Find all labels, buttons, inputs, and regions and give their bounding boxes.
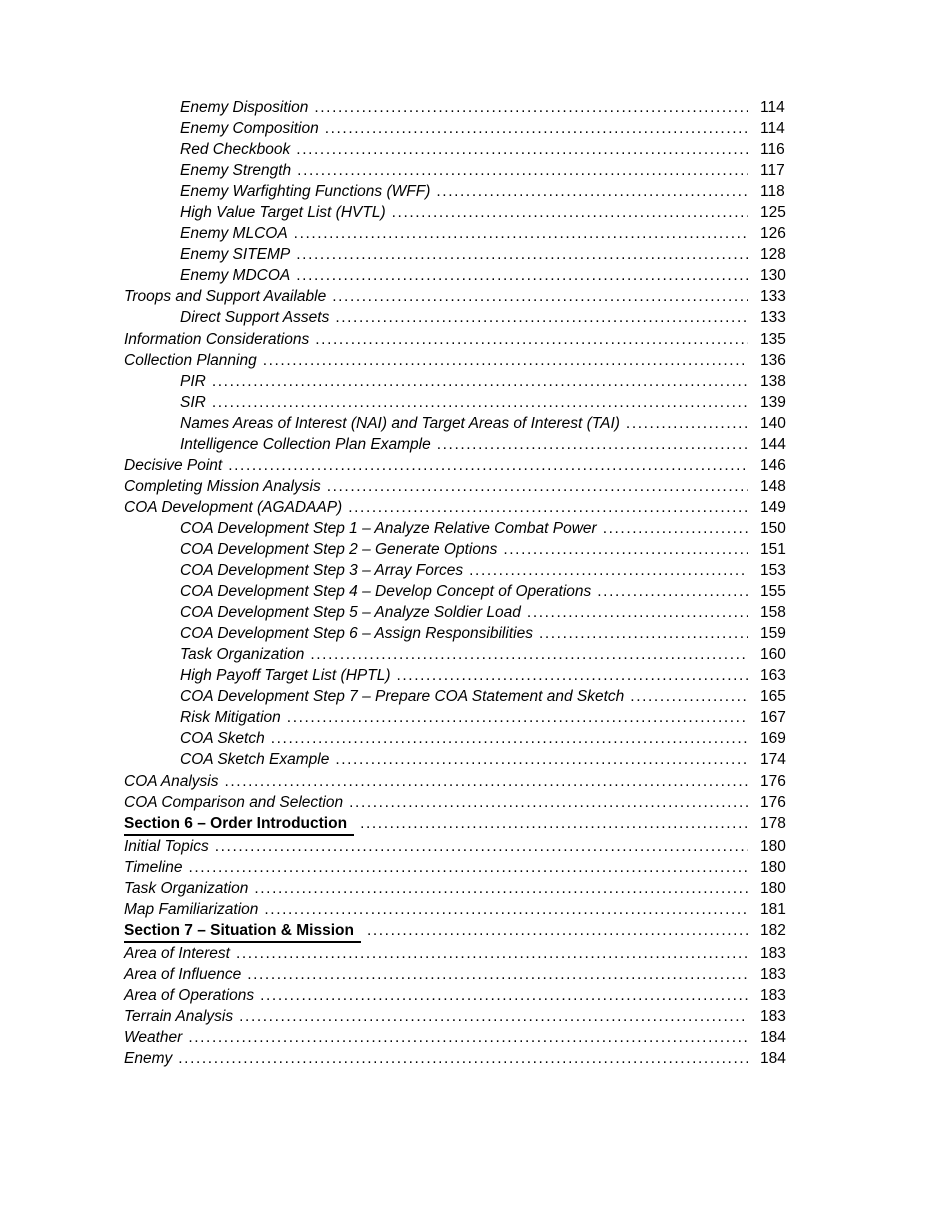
toc-entry-title: COA Development Step 6 – Assign Responsibilities: [180, 625, 533, 643]
toc-entry-page-number: 133: [760, 288, 786, 306]
toc-entry-title: Timeline: [124, 858, 183, 876]
toc-entry-page-number: 114: [760, 120, 785, 138]
toc-entry: [124, 985, 790, 1006]
toc-entry-title: Direct Support Assets: [180, 309, 330, 327]
toc-entry-page-number: 140: [760, 414, 786, 432]
toc-entry: [124, 118, 790, 139]
toc-entry-title: Completing Mission Analysis: [124, 477, 321, 495]
toc-entry-page-number: 133: [760, 309, 786, 327]
toc-entry-page-number: 136: [760, 351, 786, 369]
toc-entry-page-number: 130: [760, 267, 786, 285]
toc-entry: [124, 792, 790, 813]
table-of-contents: [124, 97, 790, 1069]
dot-leader: [539, 623, 748, 644]
dot-leader: [626, 413, 748, 434]
toc-entry-title: Risk Mitigation: [180, 709, 281, 727]
dot-leader: [349, 792, 748, 813]
toc-entry: [124, 728, 790, 749]
dot-leader: [224, 771, 748, 792]
toc-entry-title: Task Organization: [124, 879, 249, 897]
dot-leader: [527, 602, 748, 623]
toc-entry: [124, 920, 790, 943]
dot-leader: [254, 878, 748, 899]
dot-leader: [263, 350, 748, 371]
toc-entry: [124, 476, 790, 497]
toc-entry-page-number: 174: [760, 751, 786, 769]
toc-entry-page-number: 125: [760, 204, 786, 222]
toc-entry-title: Names Areas of Interest (NAI) and Target Areas of Interest (TAI): [180, 414, 620, 432]
toc-entry-title: Enemy SITEMP: [180, 246, 291, 264]
toc-entry-page-number: 176: [760, 772, 786, 790]
toc-entry: [124, 943, 790, 964]
toc-entry-title: Enemy Composition: [180, 120, 319, 138]
toc-entry-page-number: 178: [760, 814, 786, 832]
toc-entry: [124, 878, 790, 899]
toc-entry: [124, 813, 790, 836]
toc-entry-page-number: 180: [760, 879, 786, 897]
dot-leader: [603, 518, 748, 539]
toc-entry: [124, 265, 790, 286]
toc-entry: [124, 1006, 790, 1027]
toc-entry-title: Weather: [124, 1029, 183, 1047]
toc-entry-title: Information Considerations: [124, 330, 310, 348]
toc-entry: [124, 836, 790, 857]
toc-entry-title: Area of Influence: [124, 965, 242, 983]
dot-leader: [327, 476, 748, 497]
dot-leader: [314, 97, 748, 118]
dot-leader: [437, 434, 748, 455]
toc-entry-page-number: 180: [760, 858, 786, 876]
dot-leader: [315, 329, 748, 350]
toc-entry-title: Enemy MDCOA: [180, 267, 291, 285]
toc-entry: [124, 286, 790, 307]
toc-entry-title: High Payoff Target List (HPTL): [180, 667, 391, 685]
toc-entry-title: Enemy MLCOA: [180, 225, 288, 243]
dot-leader: [310, 644, 748, 665]
toc-entry-page-number: 181: [760, 900, 786, 918]
dot-leader: [503, 539, 748, 560]
toc-entry-page-number: 150: [760, 519, 786, 537]
toc-entry: [124, 1027, 790, 1048]
toc-entry-page-number: 114: [760, 99, 785, 116]
toc-entry-page-number: 160: [760, 646, 786, 664]
toc-entry-title: COA Development Step 5 – Analyze Soldier Load: [180, 604, 521, 622]
toc-entry-title: Intelligence Collection Plan Example: [180, 435, 431, 453]
dot-leader: [271, 728, 748, 749]
toc-entry-title: COA Sketch Example: [180, 751, 330, 769]
toc-entry-page-number: 138: [760, 372, 786, 390]
toc-entry-page-number: 183: [760, 944, 786, 962]
toc-entry: [124, 899, 790, 920]
toc-entry-title: PIR: [180, 372, 206, 390]
toc-entry-title: COA Development Step 4 – Develop Concept of Operations: [180, 583, 592, 601]
dot-leader: [469, 560, 748, 581]
dot-leader: [260, 985, 748, 1006]
toc-entry: [124, 434, 790, 455]
toc-entry-page-number: 149: [760, 498, 786, 516]
dot-leader: [264, 899, 748, 920]
toc-entry-page-number: 167: [760, 709, 786, 727]
toc-entry: [124, 413, 790, 434]
dot-leader: [296, 244, 748, 265]
toc-entry-page-number: 183: [760, 986, 786, 1004]
toc-entry: [124, 371, 790, 392]
dot-leader: [630, 686, 748, 707]
toc-entry: [124, 350, 790, 371]
toc-entry-title: COA Analysis: [124, 772, 219, 790]
dot-leader: [212, 371, 748, 392]
toc-entry: [124, 560, 790, 581]
dot-leader: [188, 857, 748, 878]
dot-leader: [360, 813, 748, 834]
toc-entry-page-number: 146: [760, 456, 786, 474]
toc-entry: [124, 307, 790, 328]
dot-leader: [287, 707, 748, 728]
toc-entry: [124, 539, 790, 560]
toc-entry-title: Area of Operations: [124, 986, 255, 1004]
toc-entry: [124, 202, 790, 223]
toc-entry: [124, 771, 790, 792]
toc-entry: [124, 749, 790, 770]
toc-entry: [124, 1048, 790, 1069]
toc-entry: [124, 581, 790, 602]
toc-entry-title: Section 6 – Order Introduction: [124, 813, 354, 836]
toc-entry: [124, 244, 790, 265]
dot-leader: [392, 202, 748, 223]
toc-entry-page-number: 176: [760, 793, 786, 811]
toc-entry-page-number: 183: [760, 965, 786, 983]
toc-entry-title: COA Development Step 2 – Generate Options: [180, 540, 498, 558]
dot-leader: [367, 920, 748, 941]
dot-leader: [436, 181, 748, 202]
dot-leader: [297, 160, 748, 181]
toc-entry: [124, 329, 790, 350]
toc-entry-page-number: 135: [760, 330, 786, 348]
toc-entry: [124, 518, 790, 539]
toc-entry: [124, 644, 790, 665]
toc-entry: [124, 97, 790, 118]
toc-entry: [124, 623, 790, 644]
toc-entry-page-number: 183: [760, 1008, 786, 1026]
toc-entry-page-number: 118: [760, 183, 785, 201]
toc-entry-title: Collection Planning: [124, 351, 257, 369]
dot-leader: [178, 1048, 748, 1069]
dot-leader: [236, 943, 748, 964]
toc-entry-title: Area of Interest: [124, 944, 230, 962]
toc-entry-title: COA Comparison and Selection: [124, 793, 344, 811]
dot-leader: [296, 265, 748, 286]
toc-entry: [124, 160, 790, 181]
dot-leader: [294, 223, 748, 244]
toc-entry-title: COA Development Step 7 – Prepare COA Statement and Sketch: [180, 688, 625, 706]
toc-entry-title: High Value Target List (HVTL): [180, 204, 386, 222]
dot-leader: [335, 749, 748, 770]
toc-entry-page-number: 148: [760, 477, 786, 495]
toc-entry-page-number: 163: [760, 667, 786, 685]
toc-entry-title: Task Organization: [180, 646, 305, 664]
toc-entry-title: Enemy Disposition: [180, 99, 309, 116]
toc-entry-title: Red Checkbook: [180, 141, 291, 159]
dot-leader: [335, 307, 748, 328]
toc-entry-page-number: 153: [760, 562, 786, 580]
dot-leader: [396, 665, 748, 686]
dot-leader: [239, 1006, 748, 1027]
toc-entry-title: COA Development Step 1 – Analyze Relative Combat Power: [180, 519, 597, 537]
toc-entry-title: SIR: [180, 393, 206, 411]
toc-entry-page-number: 128: [760, 246, 786, 264]
toc-entry-page-number: 144: [760, 435, 786, 453]
toc-entry: [124, 181, 790, 202]
toc-entry: [124, 707, 790, 728]
toc-entry-page-number: 184: [760, 1029, 786, 1047]
toc-entry-title: Terrain Analysis: [124, 1008, 234, 1026]
dot-leader: [296, 139, 748, 160]
dot-leader: [215, 836, 748, 857]
toc-entry-page-number: 126: [760, 225, 786, 243]
dot-leader: [188, 1027, 748, 1048]
toc-entry-page-number: 117: [760, 162, 785, 180]
toc-entry-page-number: 155: [760, 583, 786, 601]
toc-entry-page-number: 139: [760, 393, 786, 411]
toc-entry-page-number: 182: [760, 921, 786, 939]
toc-entry-title: Initial Topics: [124, 837, 209, 855]
toc-entry: [124, 686, 790, 707]
toc-entry-title: Enemy Warfighting Functions (WFF): [180, 183, 431, 201]
dot-leader: [348, 497, 748, 518]
dot-leader: [332, 286, 748, 307]
toc-entry-page-number: 158: [760, 604, 786, 622]
toc-entry: [124, 602, 790, 623]
toc-entry-page-number: 180: [760, 837, 786, 855]
toc-entry-title: Map Familiarization: [124, 900, 259, 918]
dot-leader: [212, 392, 748, 413]
dot-leader: [325, 118, 748, 139]
toc-entry-page-number: 169: [760, 730, 786, 748]
toc-entry-title: COA Development Step 3 – Array Forces: [180, 562, 464, 580]
toc-entry-title: Section 7 – Situation & Mission: [124, 920, 361, 943]
toc-entry-page-number: 151: [760, 540, 786, 558]
toc-entry-title: COA Development (AGADAAP): [124, 498, 343, 516]
toc-entry: [124, 139, 790, 160]
toc-entry: [124, 223, 790, 244]
toc-entry: [124, 392, 790, 413]
toc-entry-title: Decisive Point: [124, 456, 223, 474]
toc-entry-page-number: 165: [760, 688, 786, 706]
toc-entry: [124, 497, 790, 518]
toc-entry: [124, 964, 790, 985]
toc-entry-title: Enemy Strength: [180, 162, 292, 180]
toc-entry: [124, 455, 790, 476]
dot-leader: [247, 964, 748, 985]
toc-entry-title: Enemy: [124, 1050, 173, 1068]
toc-entry-title: Troops and Support Available: [124, 288, 327, 306]
dot-leader: [597, 581, 748, 602]
toc-entry-page-number: 159: [760, 625, 786, 643]
dot-leader: [228, 455, 748, 476]
toc-entry: [124, 665, 790, 686]
toc-entry-page-number: 184: [760, 1050, 786, 1068]
toc-entry-title: COA Sketch: [180, 730, 265, 748]
toc-entry: [124, 857, 790, 878]
toc-entry-page-number: 116: [760, 141, 785, 159]
